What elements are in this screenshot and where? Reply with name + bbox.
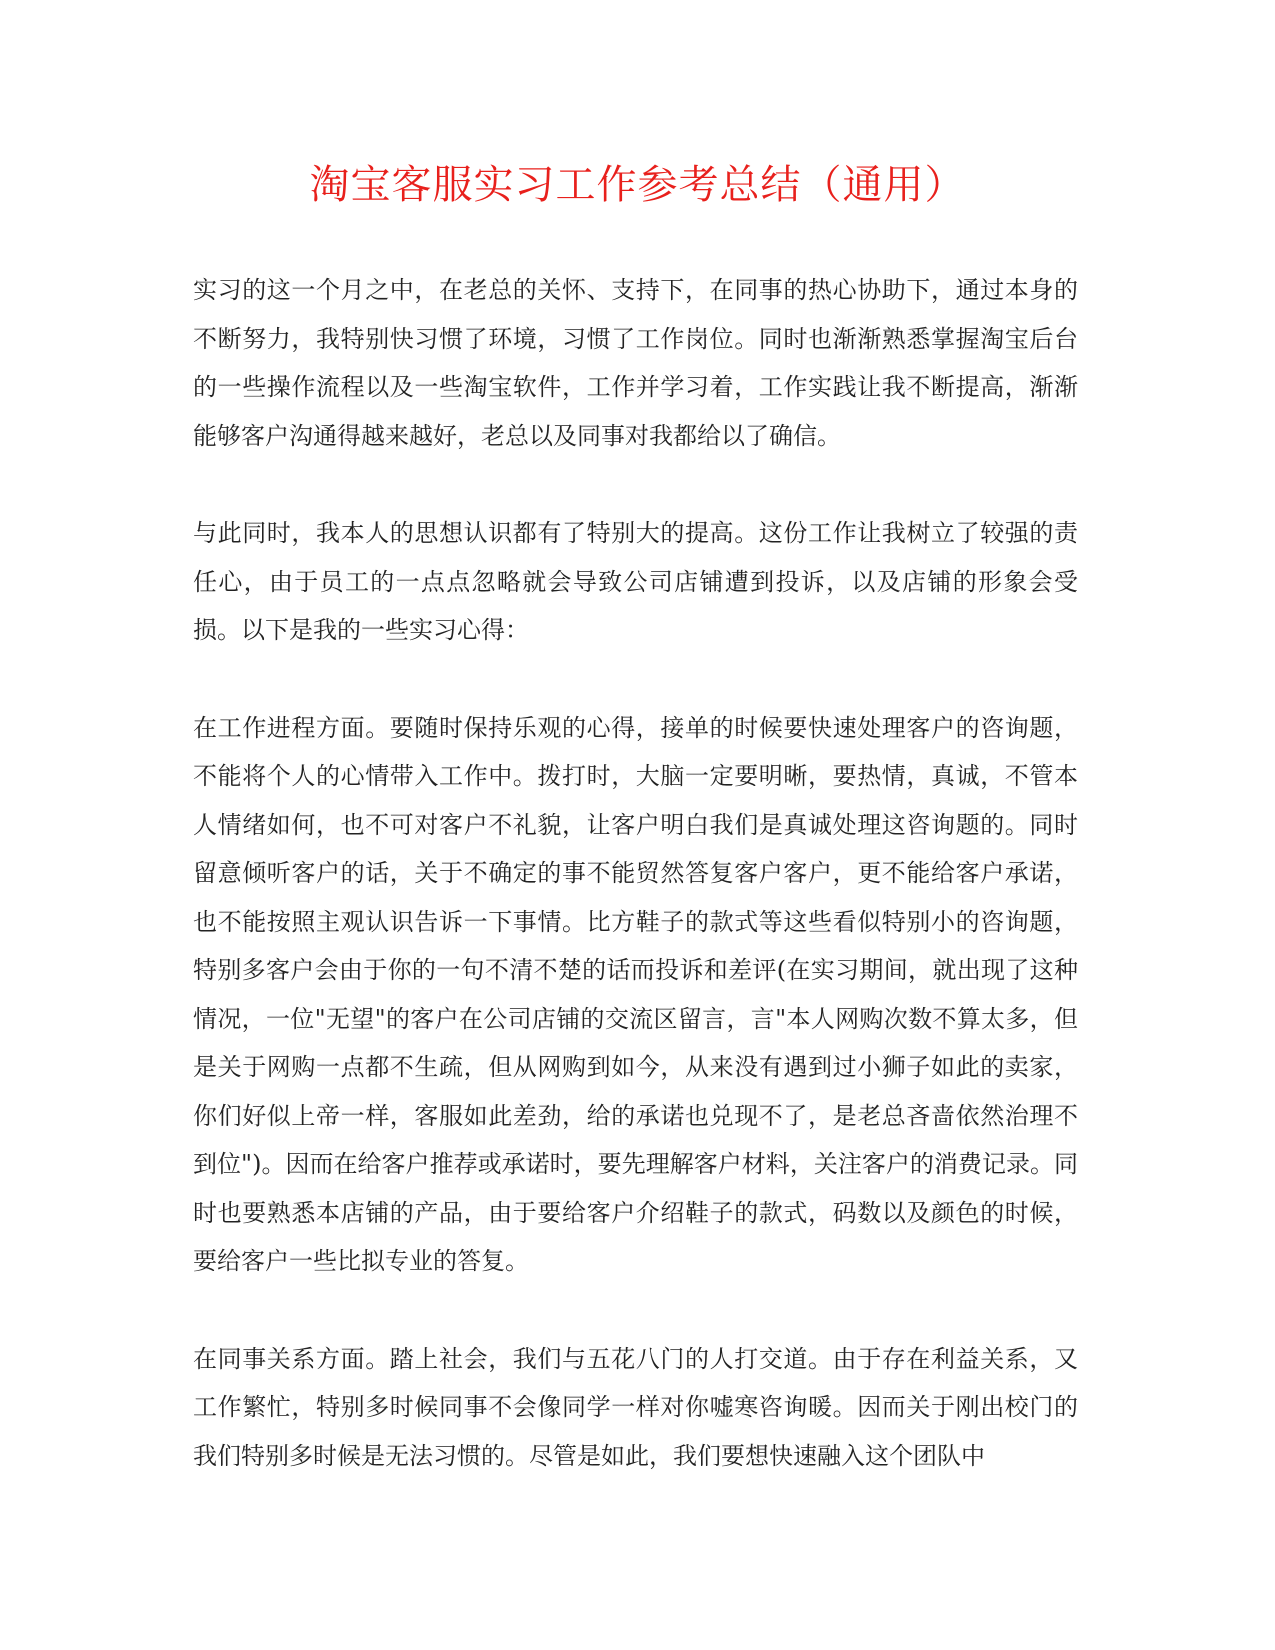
paragraph-1: 实习的这一个月之中，在老总的关怀、支持下，在同事的热心协助下，通过本身的不断努力，我特别快习惯了环境，习惯了工作岗位。同时也渐渐熟悉掌握淘宝后台的一些操作流程以及一些淘宝软件，工作并学习着，工作实践让我不断提高，渐渐能够客户沟通得越来越好，老总以及同事对我都给以了确信。 [193, 276, 1078, 450]
document-title: 淘宝客服实习工作参考总结（通用） [309, 162, 966, 208]
paragraph-3: 在工作进程方面。要随时保持乐观的心得，接单的时候要快速处理客户的咨询题，不能将个人的心情带入工作中。拨打时，大脑一定要明晰，要热情，真诚，不管本人情绪如何，也不可对客户不礼貌，让客户明白我们是真诚处理这咨询题的。同时留意倾听客户的话，关于不确定的事不能贸然答复客户客户，更不能给客户承诺，也不能按照主观认识告诉一下事情。比方鞋子的款式等这些看似特别小的咨询题，特别多客户会由于你的一句不清不楚的话而投诉和差评(在实习期间，就出现了这种情况，一位"无望"的客户在公司店铺的交流区留言，言"本人网购次数不算太多，但是关于网购一点都不生疏，但从网购到如今，从来没有遇到过小狮子如此的卖家，你们好似上帝一样，客服如此差劲，给的承诺也兑现不了，是老总吝啬依然治理不到位")。因而在给客户推荐或承诺时，要先理解客户材料，关注客户的消费记录。同时也要熟悉本店铺的产品，由于要给客户介绍鞋子的款式，码数以及颜色的时候，要给客户一些比拟专业的答复。 [193, 713, 1078, 1275]
paragraph-4: 在同事关系方面。踏上社会，我们与五花八门的人打交道。由于存在利益关系，又工作繁忙，特别多时候同事不会像同学一样对你嘘寒咨询暖。因而关于刚出校门的我们特别多时候是无法习惯的。尽管是如此，我们要想快速融入这个团队中 [193, 1344, 1078, 1470]
paragraph-2: 与此同时，我本人的思想认识都有了特别大的提高。这份工作让我树立了较强的责任心，由于员工的一点点忽略就会导致公司店铺遭到投诉，以及店铺的形象会受损。以下是我的一些实习心得： [193, 519, 1078, 644]
document-body [193, 266, 1078, 1529]
